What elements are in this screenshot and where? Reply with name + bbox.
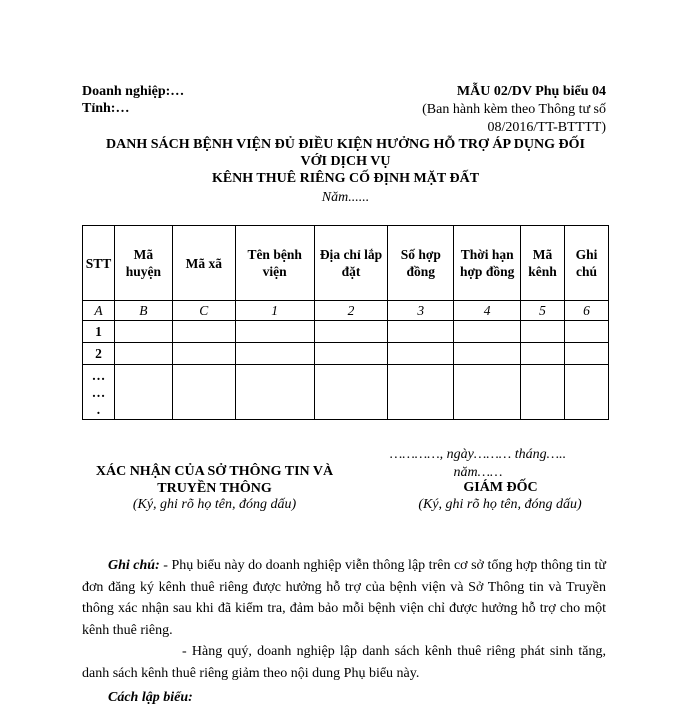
notes-section [82, 555, 606, 684]
row-number: 2 [83, 343, 115, 365]
col-header: Mã kênh [521, 226, 565, 301]
col-header: Địa chỉ lắp đặt [314, 226, 388, 301]
issued-note: (Ban hành kèm theo Thông tư số 08/2016/TT-BTTTT) [422, 102, 606, 135]
note-paragraph-1 [82, 555, 606, 641]
hospital-list-table [82, 225, 609, 420]
howto-heading: Cách lập biểu: [108, 690, 193, 705]
col-header: Tên bệnh viện [235, 226, 314, 301]
col-header: Mã xã [172, 226, 235, 301]
table-row [83, 343, 609, 365]
column-index: A [83, 301, 115, 321]
director-title: GIÁM ĐỐC [463, 480, 538, 495]
column-index: 2 [314, 301, 388, 321]
form-code: MẪU 02/DV Phụ biểu 04 [456, 84, 606, 99]
date-line: …………, ngày……… tháng….. năm…… [389, 447, 567, 480]
table-row [83, 365, 609, 420]
column-index: C [172, 301, 235, 321]
col-header: Ghi chú [565, 226, 609, 301]
column-index: 6 [565, 301, 609, 321]
column-index: 4 [454, 301, 521, 321]
column-index: 5 [521, 301, 565, 321]
department-confirmation-title: XÁC NHẬN CỦA SỞ THÔNG TIN VÀ TRUYỀN THÔNG [95, 464, 334, 496]
department-signature-note: (Ký, ghi rõ họ tên, đóng dấu) [132, 497, 297, 512]
title-line-3: KÊNH THUÊ RIÊNG CỐ ĐỊNH MẶT ĐẤT [211, 171, 480, 186]
col-header: STT [83, 226, 115, 301]
col-header: Thời hạn hợp đồng [454, 226, 521, 301]
column-index-row [83, 301, 609, 321]
column-index: 1 [235, 301, 314, 321]
col-header: Mã huyện [114, 226, 172, 301]
title-line-1: DANH SÁCH BỆNH VIỆN ĐỦ ĐIỀU KIỆN HƯỞNG HỖ TRỢ ÁP DỤNG ĐỐI [106, 137, 585, 152]
table-header-row [83, 226, 609, 301]
notes-label: Ghi chú: [108, 558, 160, 573]
row-number: … … . [83, 365, 115, 420]
column-index: 3 [388, 301, 454, 321]
column-index: B [114, 301, 172, 321]
note-text-1: - Phụ biểu này do doanh nghiệp viễn thông lập trên cơ sở tổng hợp thông tin từ đơn đăng ký kênh thuê riêng được hưởng hỗ trợ của bệnh viện và Sở Thông tin và Truyền thông xác nhận sau khi đã kiểm tra, đảm bảo mỗi bệnh viện chỉ được hưởng hỗ trợ cho một kênh thuê riêng. [82, 558, 607, 638]
province-label: Tỉnh:… [82, 101, 130, 116]
col-header: Số hợp đồng [388, 226, 454, 301]
row-number: 1 [83, 321, 115, 343]
document-title [82, 136, 609, 187]
table-row [83, 321, 609, 343]
year-line: Năm...... [321, 190, 370, 205]
director-signature-note: (Ký, ghi rõ họ tên, đóng dấu) [418, 497, 582, 512]
enterprise-label: Doanh nghiệp:… [82, 84, 185, 99]
title-line-2: VỚI DỊCH VỤ [300, 154, 391, 169]
note-paragraph-2: - Hàng quý, doanh nghiệp lập danh sách kênh thuê riêng phát sinh tăng, danh sách kênh thuê riêng giảm theo nội dung Phụ biểu này. [82, 644, 606, 681]
